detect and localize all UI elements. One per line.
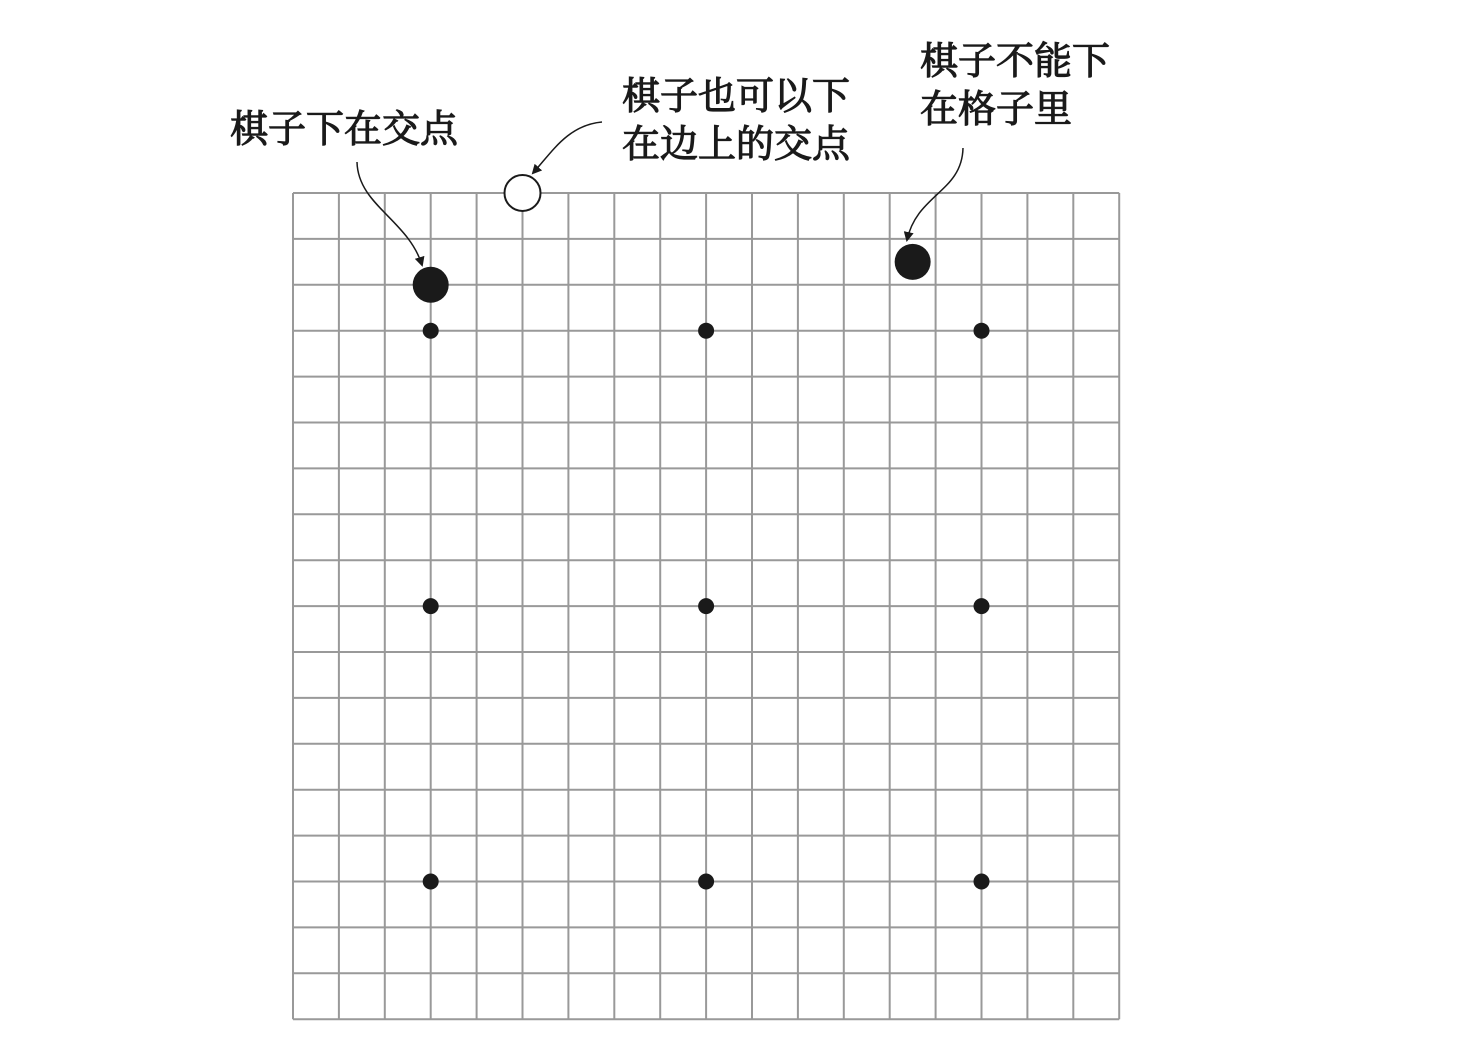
star-point	[423, 598, 439, 614]
star-point	[698, 874, 714, 890]
star-point	[423, 323, 439, 339]
star-point	[698, 598, 714, 614]
star-point	[698, 323, 714, 339]
cell-annotation-line-1: 棋子不能下	[920, 39, 1111, 83]
star-point	[974, 598, 990, 614]
star-point	[974, 874, 990, 890]
cell-annotation-line-2: 在格子里	[920, 87, 1073, 131]
star-point	[423, 874, 439, 890]
black-stone-in-cell	[895, 244, 931, 280]
intersection-annotation-line-1: 棋子下在交点	[230, 107, 459, 151]
star-point	[974, 323, 990, 339]
arrow-to-edge-stone	[533, 122, 602, 173]
edge-annotation-line-2: 在边上的交点	[622, 122, 851, 166]
white-stone-on-edge	[505, 175, 541, 211]
black-stone-on-intersection	[413, 267, 449, 303]
edge-annotation-line-1: 棋子也可以下	[622, 74, 851, 118]
arrow-to-intersection-stone	[357, 162, 422, 265]
